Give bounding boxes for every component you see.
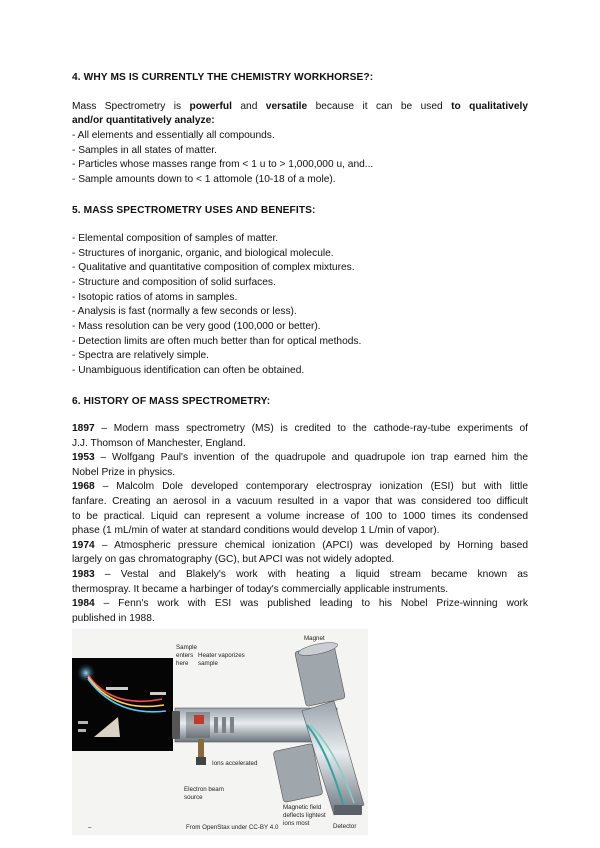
- history-year: 1983: [72, 568, 95, 580]
- spectrum-inset-image: [72, 658, 173, 751]
- label-sample-3: here: [176, 660, 189, 667]
- section-5-heading: 5. MASS SPECTROMETRY USES AND BENEFITS:: [72, 205, 316, 216]
- label-field-1: Magnetic field: [283, 804, 322, 811]
- history-text: to be practical. Liquid can represent a volume increase of 100 to 1000 times its condensed: [72, 510, 528, 522]
- section-6-heading: 6. HISTORY OF MASS SPECTROMETRY:: [72, 396, 271, 407]
- history-text: largely on gas chromatography (GC), but APCI was not widely adopted.: [72, 554, 395, 566]
- list-item: - Analysis is fast (normally a few seconds or less).: [72, 306, 297, 318]
- history-entry-1983: [72, 568, 528, 583]
- history-text: – Fenn's work with ESI was published leading to his Nobel Prize-winning work: [94, 598, 528, 610]
- label-electron-1: Electron beam: [184, 786, 224, 793]
- history-year: 1984: [72, 598, 95, 610]
- list-item: - All elements and essentially all compounds.: [72, 130, 275, 141]
- history-entry-1984: [72, 597, 528, 612]
- intro-qualitatively: to qualitatively: [451, 101, 528, 112]
- list-item: - Qualitative and quantitative composition of complex mixtures.: [72, 262, 355, 274]
- list-item: - Particles whose masses range from < 1 u to > 1,000,000 u, and...: [72, 159, 374, 171]
- history-year: 1953: [72, 452, 95, 464]
- history-text: – Atmospheric pressure chemical ionization (APCI) was developed by Horning based: [94, 539, 528, 551]
- list-item: - Elemental composition of samples of matter.: [72, 233, 279, 244]
- history-text: published in 1988.: [72, 612, 155, 624]
- history-text: J.J. Thomson of Manchester, England.: [72, 437, 246, 449]
- history-entry-1968: [72, 480, 528, 495]
- list-item: - Unambiguous identification can often be obtained.: [72, 364, 305, 376]
- list-item: - Sample amounts down to < 1 attomole (10-18 of a mole).: [72, 173, 336, 185]
- label-detector: Detector: [333, 823, 357, 830]
- label-sample-2: enters: [176, 652, 194, 659]
- list-item: - Spectra are relatively simple.: [72, 350, 210, 362]
- intro-powerful: powerful: [189, 101, 232, 112]
- detector: [334, 805, 362, 815]
- history-year: 1897: [72, 423, 95, 434]
- figure-dash: –: [88, 824, 92, 831]
- section-5-list: [72, 232, 361, 379]
- list-item: - Mass resolution can be very good (100,000 or better).: [72, 320, 321, 332]
- section-4-intro: [72, 100, 528, 129]
- section-4-list: [72, 129, 373, 188]
- label-ions-accelerated: Ions accelerated: [212, 760, 258, 767]
- list-item: - Isotopic ratios of atoms in samples.: [72, 291, 238, 303]
- history-year: 1968: [72, 481, 95, 493]
- intro-quantitatively: and/or quantitatively analyze:: [72, 115, 215, 127]
- history-text: Nobel Prize in physics.: [72, 466, 176, 478]
- intro-text-a: Mass Spectrometry is: [72, 101, 190, 112]
- section-4-heading: 4. WHY MS IS CURRENTLY THE CHEMISTRY WORKHORSE?:: [72, 72, 374, 83]
- history-entry-1953: [72, 451, 528, 466]
- list-item: - Detection limits are often much better than for optical methods.: [72, 335, 362, 347]
- history-text: – Vestal and Blakely's work with heating a liquid stream became known as: [94, 568, 528, 580]
- history-entry-1974: [72, 539, 528, 554]
- intro-versatile: versatile: [265, 101, 308, 112]
- history-text: – Modern mass spectrometry (MS) is credited to the cathode-ray-tube experiments of: [94, 423, 528, 434]
- history-text: fanfare. Creating an aerosol in a vacuum resulted in a vapor that was considered too difficult: [72, 495, 528, 507]
- label-magnet: Magnet: [304, 635, 325, 642]
- label-field-2: deflects lightest: [283, 812, 326, 819]
- history-year: 1974: [72, 539, 95, 551]
- list-item: - Samples in all states of matter.: [72, 144, 217, 156]
- label-heater-1: Heater vaporizes: [198, 652, 245, 659]
- history-list: [72, 422, 528, 626]
- list-item: - Structures of inorganic, organic, and biological molecule.: [72, 247, 334, 259]
- label-sample-1: Sample: [176, 644, 197, 651]
- history-entry-1897: [72, 422, 528, 437]
- figure-credit: From OpenStax under CC-BY 4.0: [186, 824, 279, 831]
- list-item: - Structure and composition of solid surfaces.: [72, 276, 276, 288]
- label-heater-2: sample: [198, 660, 218, 667]
- history-text: – Wolfgang Paul's invention of the quadrupole and quadrupole ion trap earned him the: [94, 452, 528, 464]
- history-text: phase (1 mL/min of water at standard conditions would develop 1 L/min of vapor).: [72, 525, 440, 537]
- history-text: thermospray. It became a harbinger of today's commercially applicable instruments.: [72, 583, 449, 595]
- intro-text-c: and: [231, 101, 266, 112]
- intro-text-e: because it can be used: [307, 101, 452, 112]
- mass-spectrometer-figure: [72, 629, 368, 835]
- history-text: – Malcolm Dole developed contemporary electrospray ionization (ESI) but with little: [94, 481, 528, 493]
- label-electron-2: source: [184, 794, 203, 801]
- label-field-3: ions most: [283, 820, 310, 827]
